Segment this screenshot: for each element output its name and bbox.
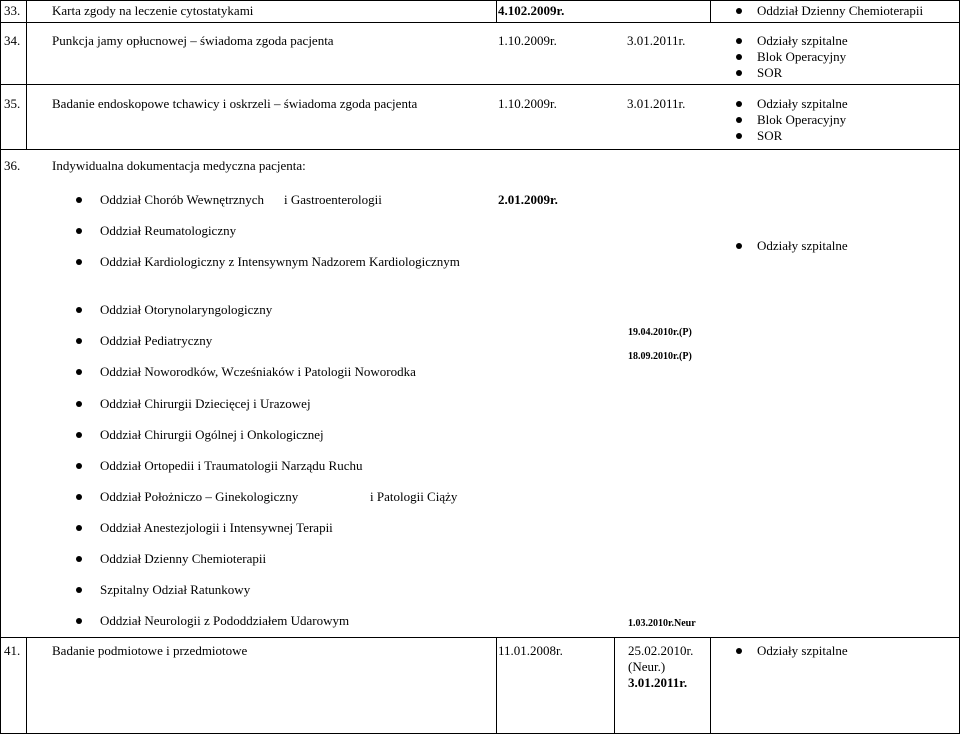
row-divider: [0, 84, 960, 85]
unit-label: Odziały szpitalne: [757, 96, 848, 111]
bullet-icon: [76, 401, 82, 407]
bullet-icon: [736, 101, 742, 107]
update-date: 25.02.2010r.: [628, 643, 694, 658]
department-item: Oddział Ortopedii i Traumatologii Narządu Ruchu: [100, 458, 363, 473]
department-item: Oddział Reumatologiczny: [100, 223, 237, 238]
pediatric-date: 18.09.2010r.(P): [628, 351, 692, 362]
bullet-icon: [736, 243, 742, 249]
col-divider: [710, 637, 711, 734]
unit-label: Odziały szpitalne: [757, 33, 848, 48]
bullet-icon: [76, 618, 82, 624]
adoption-date: 4.102.2009r.: [498, 3, 565, 18]
unit-label: Blok Operacyjny: [757, 112, 847, 127]
bullet-icon: [76, 494, 82, 500]
department-item: Oddział Chorób Wewnętrznych: [100, 192, 265, 207]
department-item: Oddział Neurologii z Pododdziałem Udarowym: [100, 613, 350, 628]
row-divider: [0, 637, 960, 638]
adoption-date: 1.10.2009r.: [498, 96, 557, 111]
update-date-note: (Neur.): [628, 659, 666, 674]
adoption-date: 11.01.2008r.: [498, 643, 563, 658]
bullet-icon: [736, 38, 742, 44]
bullet-icon: [76, 432, 82, 438]
row-number: 35.: [4, 96, 21, 111]
unit-label: SOR: [757, 65, 783, 80]
pediatric-date: 19.04.2010r.(P): [628, 327, 692, 338]
unit-label: Blok Operacyjny: [757, 49, 847, 64]
row-divider: [0, 22, 960, 23]
row-title: Badanie podmiotowe i przedmiotowe: [52, 643, 248, 658]
col-divider: [614, 637, 615, 734]
department-item: Oddział Pediatryczny: [100, 333, 213, 348]
bullet-icon: [76, 197, 82, 203]
col-divider: [496, 637, 497, 734]
adoption-date: 1.10.2009r.: [498, 33, 557, 48]
adoption-date: 2.01.2009r.: [498, 192, 558, 207]
unit-label: Odziały szpitalne: [757, 643, 848, 658]
bullet-icon: [736, 54, 742, 60]
col-divider: [710, 0, 711, 23]
row-number: 34.: [4, 33, 21, 48]
neurology-date: 1.03.2010r.Neur: [628, 618, 696, 629]
unit-label: Oddział Dzienny Chemioterapii: [757, 3, 924, 18]
department-item: Oddział Położniczo – Ginekologiczny: [100, 489, 299, 504]
row-title: Punkcja jamy opłucnowej – świadoma zgoda pacjenta: [52, 33, 334, 48]
department-item: Oddział Dzienny Chemioterapii: [100, 551, 267, 566]
bullet-icon: [736, 117, 742, 123]
col-divider: [26, 637, 27, 734]
bullet-icon: [736, 70, 742, 76]
row-title: Badanie endoskopowe tchawicy i oskrzeli – świadoma zgoda pacjenta: [52, 96, 418, 111]
col-divider: [496, 0, 497, 23]
department-item-suffix: i Gastroenterologii: [284, 192, 382, 207]
row-title: Karta zgody na leczenie cytostatykami: [52, 3, 254, 18]
bullet-icon: [736, 648, 742, 654]
bullet-icon: [76, 525, 82, 531]
bullet-icon: [76, 259, 82, 265]
department-item: Oddział Anestezjologii i Intensywnej Terapii: [100, 520, 333, 535]
bullet-icon: [76, 463, 82, 469]
row-number: 36.: [4, 158, 21, 173]
bullet-icon: [76, 338, 82, 344]
department-item: Oddział Chirurgii Ogólnej i Onkologicznej: [100, 427, 324, 442]
unit-label: SOR: [757, 128, 783, 143]
department-item: Oddział Otorynolaryngologiczny: [100, 302, 273, 317]
bullet-icon: [76, 307, 82, 313]
department-item: Szpitalny Odział Ratunkowy: [100, 582, 251, 597]
update-date: 3.01.2011r.: [628, 675, 688, 690]
row-number: 33.: [4, 3, 21, 18]
row-divider: [0, 149, 960, 150]
bullet-icon: [736, 133, 742, 139]
bullet-icon: [76, 556, 82, 562]
row-number: 41.: [4, 643, 21, 658]
unit-label: Odziały szpitalne: [757, 238, 848, 253]
department-item: Oddział Kardiologiczny z Intensywnym Nadzorem Kardiologicznym: [100, 254, 460, 269]
bullet-icon: [736, 8, 742, 14]
bullet-icon: [76, 369, 82, 375]
row-title: Indywidualna dokumentacja medyczna pacjenta:: [52, 158, 306, 173]
update-date: 3.01.2011r.: [627, 96, 686, 111]
department-item: Oddział Noworodków, Wcześniaków i Patologii Noworodka: [100, 364, 416, 379]
bullet-icon: [76, 587, 82, 593]
update-date: 3.01.2011r.: [627, 33, 686, 48]
col-divider: [26, 0, 27, 150]
department-item: Oddział Chirurgii Dziecięcej i Urazowej: [100, 396, 311, 411]
bullet-icon: [76, 228, 82, 234]
department-item-suffix: i Patologii Ciąży: [370, 489, 458, 504]
